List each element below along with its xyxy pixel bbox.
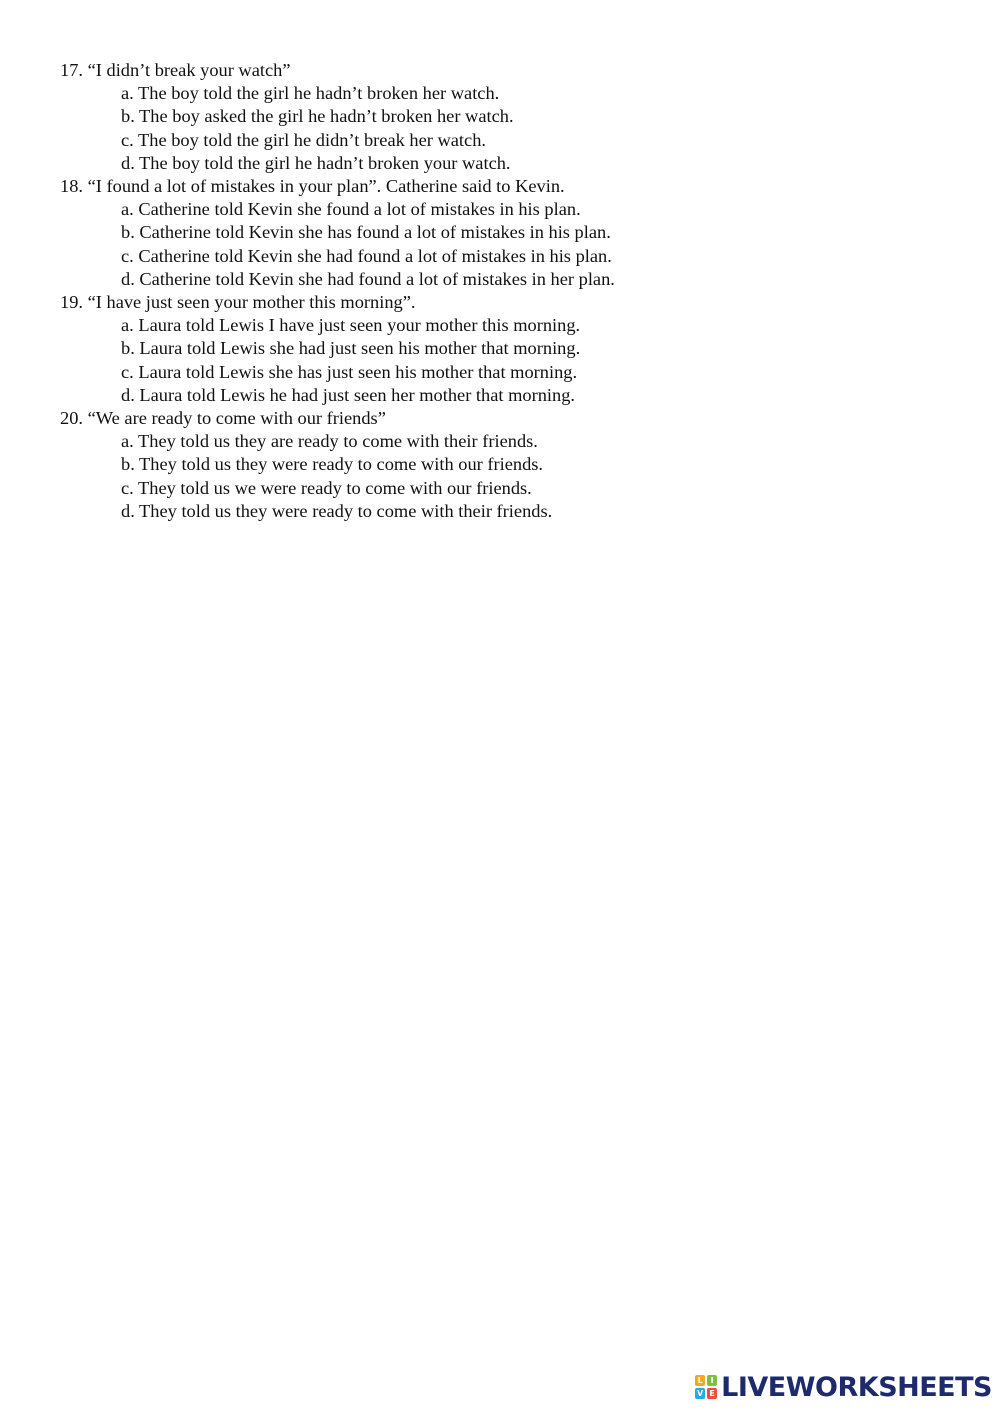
- answer-option-c: c. The boy told the girl he didn’t break her watch.: [121, 129, 486, 150]
- logo-block-e: E: [707, 1388, 717, 1399]
- answer-option-c: c. They told us we were ready to come with our friends.: [121, 477, 532, 498]
- answer-option-b: b. Catherine told Kevin she has found a lot of mistakes in his plan.: [121, 222, 611, 243]
- liveworksheets-logo: [695, 1371, 992, 1403]
- logo-block-i: I: [707, 1375, 717, 1386]
- answer-options: [60, 198, 960, 291]
- question-17: [60, 59, 960, 175]
- answer-option-b: b. The boy asked the girl he hadn’t broken her watch.: [121, 106, 514, 127]
- answer-option-d: d. They told us they were ready to come with their friends.: [121, 500, 553, 521]
- answer-option-b: b. They told us they were ready to come with our friends.: [121, 454, 544, 475]
- question-prompt: “I found a lot of mistakes in your plan”. Catherine said to Kevin.: [87, 176, 565, 197]
- answer-option-d: d. Laura told Lewis he had just seen her mother that morning.: [121, 384, 576, 405]
- logo-block-v: V: [697, 1389, 704, 1398]
- answer-option-b: b. Laura told Lewis she had just seen his mother that morning.: [121, 338, 581, 359]
- question-19: [60, 291, 960, 407]
- question-number: 19.: [60, 292, 83, 313]
- question-number: 20.: [60, 408, 83, 429]
- logo-block-l: L: [695, 1375, 705, 1386]
- question-number: 18.: [60, 176, 83, 197]
- question-list: [60, 59, 960, 523]
- answer-options: [60, 430, 960, 523]
- question-20: [60, 407, 960, 523]
- question-number: 17.: [60, 60, 83, 80]
- answer-option-c: c. Laura told Lewis she has just seen his mother that morning.: [121, 361, 578, 382]
- logo-wordmark: LIVEWORKSHEETS: [721, 1371, 992, 1403]
- question-prompt: “We are ready to come with our friends”: [87, 408, 386, 429]
- answer-option-d: d. Catherine told Kevin she had found a lot of mistakes in her plan.: [121, 268, 615, 289]
- answer-option-a: a. The boy told the girl he hadn’t broken her watch.: [121, 83, 500, 104]
- answer-option-a: a. Laura told Lewis I have just seen your mother this morning.: [121, 315, 581, 336]
- logo-blocks-icon: [695, 1375, 717, 1399]
- question-18: [60, 175, 960, 291]
- answer-options: [60, 314, 960, 407]
- question-prompt: “I have just seen your mother this morning”.: [87, 292, 416, 313]
- answer-option-a: a. Catherine told Kevin she found a lot of mistakes in his plan.: [121, 199, 581, 220]
- answer-option-d: d. The boy told the girl he hadn’t broken your watch.: [121, 152, 511, 173]
- answer-option-a: a. They told us they are ready to come with their friends.: [121, 431, 538, 452]
- answer-options: [60, 82, 960, 175]
- question-prompt: “I didn’t break your watch”: [87, 60, 291, 80]
- answer-option-c: c. Catherine told Kevin she had found a lot of mistakes in his plan.: [121, 245, 612, 266]
